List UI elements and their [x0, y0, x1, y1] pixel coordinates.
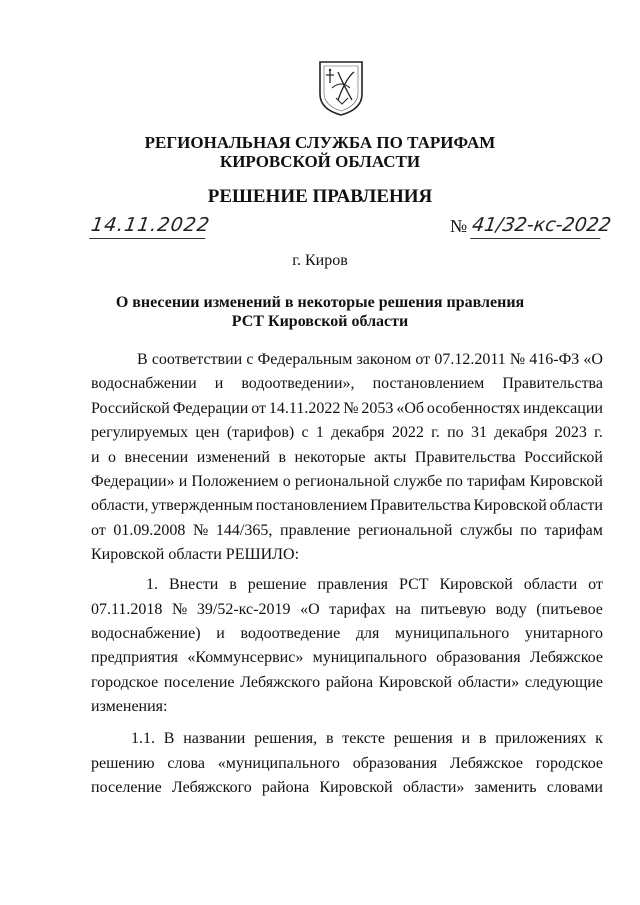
body-word: Кировской — [319, 779, 393, 796]
body-word: городское — [91, 674, 159, 691]
body-word: предприятия — [91, 649, 178, 666]
body-word: индексации — [523, 400, 603, 417]
body-line — [91, 674, 603, 692]
body-word: 416-ФЗ — [529, 351, 580, 368]
body-word: питьевую — [420, 601, 486, 618]
body-word: № — [172, 601, 188, 618]
body-word: Правительства — [502, 375, 603, 392]
document-type-title: РЕШЕНИЕ ПРАВЛЕНИЯ — [207, 186, 433, 207]
body-word: «Коммунсервис» — [187, 649, 304, 666]
body-word: 07.12.2011 — [434, 351, 506, 368]
body-word: с — [246, 351, 254, 368]
organization-title-line1: РЕГИОНАЛЬНАЯ СЛУЖБА ПО ТАРИФАМ — [144, 133, 496, 152]
decision-number-value: 41/32-кс-2022 — [470, 214, 604, 239]
body-word: для — [355, 625, 380, 642]
body-word: области» — [402, 779, 465, 796]
body-word: названии — [183, 730, 246, 747]
body-line — [91, 601, 603, 619]
body-word: Федерации» — [91, 473, 175, 490]
body-word: водоотведении», — [241, 375, 355, 392]
body-word: решению — [91, 755, 155, 772]
body-word: района — [261, 779, 310, 796]
body-word: к — [595, 730, 603, 747]
body-word: декабря — [494, 424, 548, 441]
body-word: в — [325, 730, 334, 747]
body-word: городское — [535, 755, 603, 772]
body-word: образования — [436, 649, 521, 666]
body-line — [91, 473, 603, 491]
body-line — [91, 625, 603, 643]
body-word: унитарного — [524, 625, 603, 642]
decision-number — [450, 214, 613, 238]
body-word: по — [447, 424, 464, 441]
body-word: акты — [374, 449, 407, 466]
body-word: правления — [317, 576, 389, 593]
body-word: Лебяжское — [449, 755, 523, 772]
body-word: 39/52-кс-2019 — [196, 601, 291, 618]
body-word: В — [163, 730, 175, 747]
body-word: и — [214, 375, 224, 392]
body-word: г. — [594, 424, 603, 441]
body-line — [91, 424, 603, 442]
body-word: (питьевое — [536, 601, 603, 618]
body-word: и — [461, 730, 471, 747]
body-word: РСТ — [398, 576, 429, 593]
body-word: 14.11.2022 — [268, 400, 341, 417]
body-word: следующие — [524, 674, 603, 691]
body-word: области» — [457, 674, 520, 691]
body-word: о — [282, 473, 291, 490]
body-word: по — [520, 522, 537, 539]
body-word: 144/365, — [215, 522, 273, 539]
body-word: от — [588, 576, 603, 593]
body-line — [91, 375, 603, 393]
body-word: региональной — [294, 473, 390, 490]
body-word: словами — [546, 779, 603, 796]
body-word: решения — [393, 730, 453, 747]
body-line — [91, 522, 603, 540]
body-word: постановлением — [255, 497, 368, 514]
body-line — [91, 449, 603, 467]
body-word: поселение — [91, 779, 162, 796]
body-word: с — [301, 424, 309, 441]
body-word: 07.11.2018 — [91, 601, 163, 618]
body-word: муниципального — [395, 625, 510, 642]
body-word: на — [395, 601, 411, 618]
body-word: постановлением — [372, 375, 485, 392]
body-word: образования — [352, 755, 438, 772]
subject-line2: РСТ Кировской области — [231, 313, 409, 330]
body-word: регулируемых — [91, 424, 189, 441]
body-word: особенностях — [426, 400, 521, 417]
body-line — [146, 576, 603, 594]
body-word: в — [229, 576, 237, 593]
body-word: 1.1. — [131, 730, 155, 747]
body-word: Правительства — [370, 497, 471, 514]
body-line — [91, 649, 603, 667]
city-label: г. Киров — [292, 252, 348, 269]
body-word: утвержденным — [151, 497, 254, 514]
body-line — [91, 497, 603, 515]
organization-title-line2: КИРОВСКОЙ ОБЛАСТИ — [219, 152, 421, 171]
body-line — [91, 400, 603, 418]
body-word: Лебяжское — [529, 649, 603, 666]
body-word: и — [178, 473, 188, 490]
body-word: района — [325, 674, 374, 691]
subject-line1: О внесении изменений в некоторые решения правления — [115, 294, 525, 311]
body-word: по — [446, 473, 463, 490]
body-word: «О — [583, 351, 603, 368]
body-word: изменений — [196, 449, 270, 466]
body-word: Кировской — [529, 473, 603, 490]
body-line — [91, 755, 603, 773]
body-word: 2053 — [361, 400, 394, 417]
body-word: от — [415, 351, 431, 368]
body-word: водоснабжении — [91, 375, 197, 392]
body-word: от — [251, 400, 267, 417]
body-line: изменения: — [91, 698, 168, 715]
body-line — [131, 730, 603, 748]
body-word: области, — [91, 497, 149, 514]
body-word: 1 — [315, 424, 324, 441]
body-word: (тарифов) — [226, 424, 295, 441]
decision-date: 14.11.2022 — [89, 214, 209, 239]
body-word: 01.09.2008 — [113, 522, 186, 539]
body-word: в — [278, 449, 286, 466]
body-word: водоснабжение) — [91, 625, 201, 642]
body-word: внесении — [124, 449, 189, 466]
body-word: Кировской — [473, 497, 547, 514]
body-line: Кировской области РЕШИЛО: — [91, 546, 300, 563]
body-word: Положением — [191, 473, 279, 490]
body-word: в — [478, 730, 487, 747]
body-word: Внести — [168, 576, 219, 593]
body-word: Кировской — [439, 576, 513, 593]
body-word: некоторые — [294, 449, 366, 466]
body-word: региональной — [357, 522, 453, 539]
body-word: Российской — [524, 449, 603, 466]
body-word: Лебяжского — [240, 674, 321, 691]
body-line — [91, 779, 603, 797]
body-word: Российской — [91, 400, 170, 417]
body-word: о — [108, 449, 117, 466]
body-word: «Об — [396, 400, 425, 417]
body-word: тарифам — [466, 473, 526, 490]
body-word: 2023 — [554, 424, 587, 441]
body-word: службе — [393, 473, 443, 490]
body-word: слова — [167, 755, 205, 772]
body-word: В — [137, 351, 148, 368]
body-word: 2022 — [391, 424, 424, 441]
body-word: службы — [460, 522, 513, 539]
body-word: 1. — [146, 576, 158, 593]
number-sign: № — [450, 216, 468, 236]
body-word: соответствии — [151, 351, 243, 368]
body-word: заменить — [474, 779, 537, 796]
coat-of-arms-icon — [316, 58, 366, 116]
body-word: и — [216, 625, 225, 642]
body-line — [137, 351, 603, 369]
body-word: тарифах — [329, 601, 386, 618]
body-word: Лебяжского — [171, 779, 252, 796]
body-word: цен — [195, 424, 220, 441]
body-word: № — [343, 400, 359, 417]
body-word: муниципального — [312, 649, 427, 666]
body-word: Правительства — [414, 449, 516, 466]
body-word: г. — [431, 424, 440, 441]
body-word: решение — [247, 576, 307, 593]
body-word: и — [91, 449, 100, 466]
body-word: «муниципального — [217, 755, 340, 772]
body-word: решения, — [254, 730, 318, 747]
body-word: Федеральным — [257, 351, 353, 368]
body-word: тексте — [342, 730, 385, 747]
body-word: от — [91, 522, 106, 539]
body-word: тарифам — [544, 522, 603, 539]
body-word: поселение — [163, 674, 235, 691]
body-word: области — [523, 576, 578, 593]
body-word: водоотведение — [240, 625, 341, 642]
body-word: декабря — [331, 424, 385, 441]
body-word: 31 — [470, 424, 487, 441]
body-word: приложениях — [495, 730, 587, 747]
body-word: области — [549, 497, 603, 514]
body-word: Федерации — [172, 400, 249, 417]
body-word: Кировской — [378, 674, 453, 691]
body-word: «О — [300, 601, 320, 618]
body-word: воду — [495, 601, 527, 618]
body-word: законом — [356, 351, 412, 368]
body-word: № — [509, 351, 526, 368]
body-word: правление — [280, 522, 351, 539]
body-word: № — [193, 522, 209, 539]
